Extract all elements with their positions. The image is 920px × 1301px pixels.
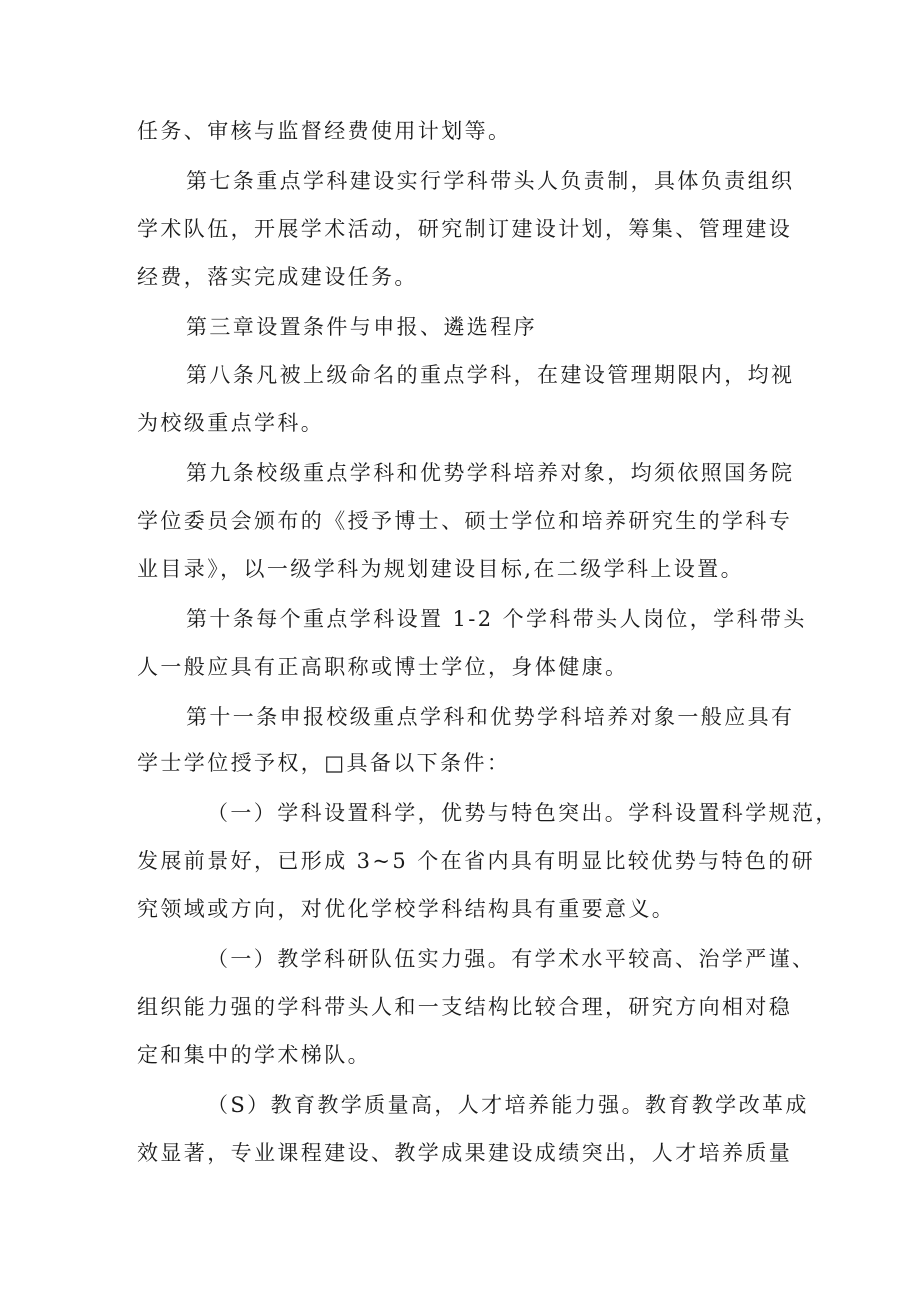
- condition-3-line: （S）教育教学质量高，人才培养能力强。教育教学改革成: [207, 1093, 809, 1117]
- text-line: 学士学位授予权，□具备以下条件：: [137, 751, 511, 775]
- chapter-3-heading: 第三章设置条件与申报、遴选程序: [186, 315, 537, 339]
- text-line: 组织能力强的学科带头人和一支结构比较合理，研究方向相对稳: [137, 995, 793, 1019]
- text-line: 学术队伍，开展学术活动，研究制订建设计划，筹集、管理建设: [137, 217, 793, 241]
- condition-2-line: （一）教学科研队伍实力强。有学术水平较高、治学严谨、: [207, 947, 816, 971]
- text-line: 定和集中的学术梯队。: [137, 1043, 371, 1067]
- text-line: 发展前景好，已形成 3~5 个在省内具有明显比较优势与特色的研: [137, 849, 816, 873]
- text-line: 业目录》，以一级学科为规划建设目标,在二级学科上设置。: [137, 557, 744, 581]
- text-line: 为校级重点学科。: [137, 411, 325, 435]
- condition-1-line: （一）学科设置科学，优势与特色突出。学科设置科学规范，: [207, 801, 839, 825]
- article-11-line: 第十一条申报校级重点学科和优势学科培养对象一般应具有: [186, 705, 795, 729]
- article-10-line: 第十条每个重点学科设置 1-2 个学科带头人岗位，学科带头: [186, 607, 807, 631]
- text-line: 任务、审核与监督经费使用计划等。: [137, 119, 512, 143]
- text-line: 究领域或方向，对优化学校学科结构具有重要意义。: [137, 897, 676, 921]
- text-line: 经费，落实完成建设任务。: [137, 265, 418, 289]
- text-line: 人一般应具有正高职称或博士学位，身体健康。: [137, 655, 629, 679]
- article-8-line: 第八条凡被上级命名的重点学科，在建设管理期限内，均视: [186, 363, 795, 387]
- text-line: 效显著，专业课程建设、教学成果建设成绩突出，人才培养质量: [137, 1141, 793, 1165]
- article-7-line: 第七条重点学科建设实行学科带头人负责制，具体负责组织: [186, 169, 795, 193]
- article-9-line: 第九条校级重点学科和优势学科培养对象，均须依照国务院: [186, 461, 795, 485]
- text-line: 学位委员会颁布的《授予博士、硕士学位和培养研究生的学科专: [137, 509, 793, 533]
